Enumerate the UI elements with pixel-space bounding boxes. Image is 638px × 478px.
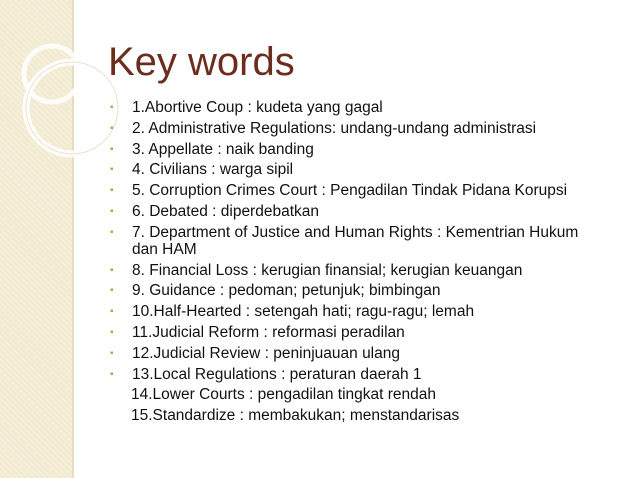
keyword-text: 8. Financial Loss : kerugian finansial; kerugian keuangan xyxy=(132,261,523,279)
keyword-list-item xyxy=(110,303,600,320)
keyword-list-item xyxy=(110,282,600,299)
keyword-list-item xyxy=(110,324,600,341)
keyword-text: 5. Corruption Crimes Court : Pengadilan Tindak Pidana Korupsi xyxy=(132,182,568,200)
keyword-text: 13.Local Regulations : peraturan daerah 1 xyxy=(132,365,422,383)
keyword-text: 1.Abortive Coup : kudeta yang gagal xyxy=(132,99,383,116)
bullet-icon: ▪ xyxy=(110,285,114,297)
keyword-text: 2. Administrative Regulations: undang-undang administrasi xyxy=(132,119,537,137)
keyword-text: 6. Debated : diperdebatkan xyxy=(132,202,319,220)
keyword-text: 11.Judicial Reform : reformasi peradilan xyxy=(132,323,405,341)
keyword-text: 12.Judicial Review : peninjuauan ulang xyxy=(132,344,400,362)
keyword-text: 15.Standardize : membakukan; menstandarisas xyxy=(131,407,460,425)
bullet-icon: ▪ xyxy=(110,368,114,380)
keyword-text: 9. Guidance : pedoman; petunjuk; bimbingan xyxy=(132,282,441,300)
keyword-text: 4. Civilians : warga sipil xyxy=(132,161,294,179)
keyword-list-item xyxy=(110,386,600,403)
bullet-icon: ▪ xyxy=(110,102,114,113)
bullet-icon: ▪ xyxy=(110,306,114,318)
keyword-list-item xyxy=(110,224,600,258)
slide-title: Key words xyxy=(108,40,295,84)
keyword-list-item xyxy=(110,407,600,424)
keyword-text: 14.Lower Courts : pengadilan tingkat rendah xyxy=(131,386,437,404)
bullet-icon: ▪ xyxy=(110,205,114,217)
bullet-icon: ▪ xyxy=(110,326,114,338)
keyword-text: 3. Appellate : naik banding xyxy=(132,140,314,158)
keyword-list xyxy=(110,99,600,428)
keyword-text: 10.Half-Hearted : setengah hati; ragu-ragu; lemah xyxy=(132,303,475,321)
bullet-icon: ▪ xyxy=(110,264,114,276)
bullet-icon: ▪ xyxy=(110,122,114,134)
bullet-icon: ▪ xyxy=(110,185,114,197)
keyword-list-item xyxy=(110,182,600,199)
decorative-ring-outline xyxy=(26,62,118,154)
bullet-icon: ▪ xyxy=(110,164,114,176)
keyword-list-item xyxy=(110,262,600,279)
keyword-list-item xyxy=(110,161,600,178)
keyword-list-item xyxy=(110,99,600,116)
bullet-icon: ▪ xyxy=(110,226,114,238)
keyword-list-item xyxy=(110,141,600,158)
keyword-text: 7. Department of Justice and Human Rights : Kementrian Hukum dan HAM xyxy=(132,223,579,258)
keyword-list-item xyxy=(110,203,600,220)
keyword-list-item xyxy=(110,366,600,383)
bullet-icon: ▪ xyxy=(110,143,114,155)
keyword-list-item xyxy=(110,120,600,137)
decorative-ring-small xyxy=(24,46,80,102)
bullet-icon: ▪ xyxy=(110,347,114,359)
keyword-list-item xyxy=(110,345,600,362)
